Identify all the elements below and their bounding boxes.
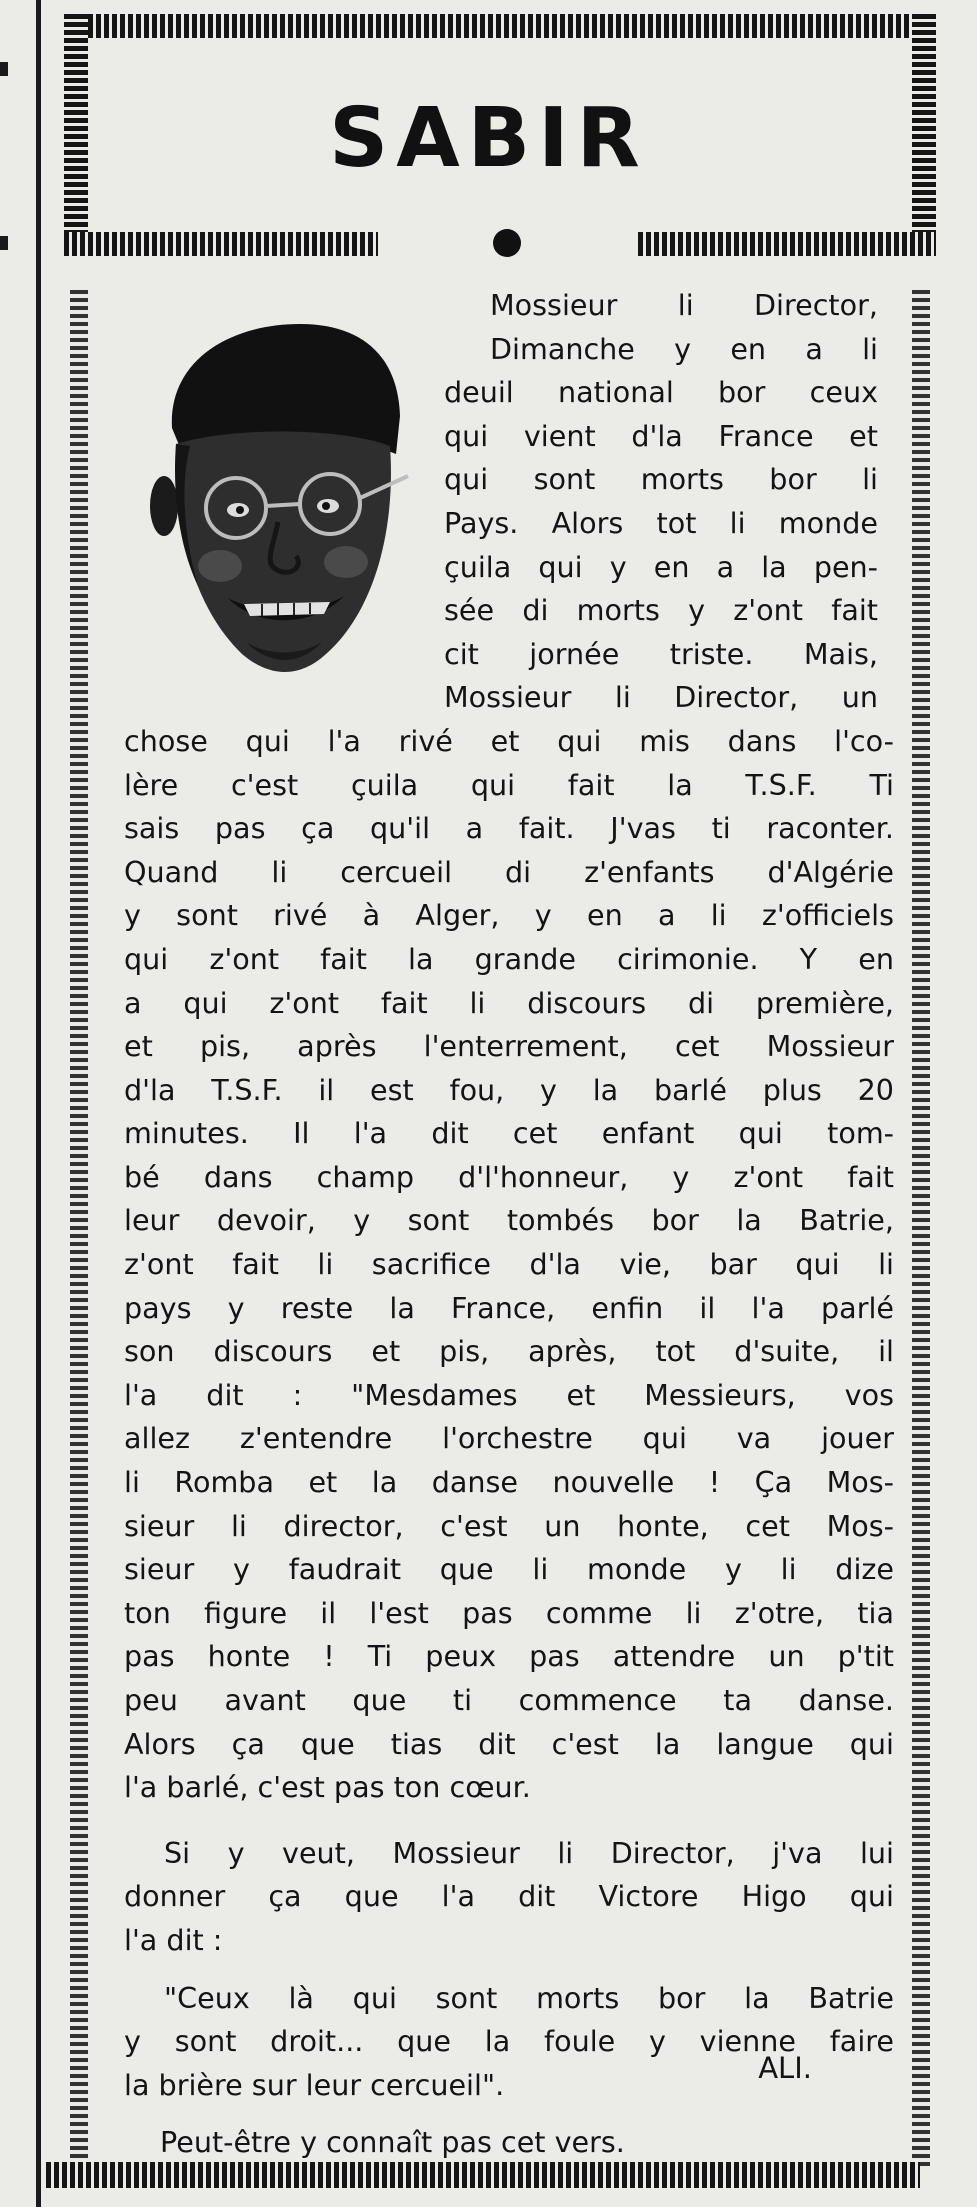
article-line: a qui z'ont fait li discours di première, — [124, 985, 894, 1020]
quote-line: la brière sur leur cercueil". — [124, 2067, 505, 2102]
article-line: Pays. Alors tot li monde — [444, 505, 878, 540]
article-line: pas honte ! Ti peux pas attendre un p'tit — [124, 1639, 894, 1674]
article-line: chose qui l'a rivé et qui mis dans l'co- — [124, 723, 894, 758]
author-signature: ALI. — [758, 2051, 812, 2085]
column-title: SABIR — [329, 91, 648, 186]
edge-mark-bottom — [0, 236, 8, 250]
article-line: cit jornée triste. Mais, — [444, 636, 878, 671]
article-line: Mossieur li Director, — [490, 288, 878, 322]
article-body — [124, 284, 898, 2165]
quote-line: "Ceux là qui sont morts bor la Batrie — [164, 1980, 894, 2015]
page-column-rule — [36, 0, 41, 2207]
article-line: qui vient d'la France et — [444, 418, 878, 453]
article-line: lère c'est çuila qui fait la T.S.F. Ti — [124, 767, 894, 802]
article-line: z'ont fait li sacrifice d'la vie, bar qui li — [124, 1247, 894, 1282]
article-line: Peut-être y connaît pas cet vers. — [160, 2125, 625, 2160]
article-line: d'la T.S.F. il est fou, y la barlé plus 20 — [124, 1072, 894, 1107]
frame-header-divider-left — [64, 232, 378, 256]
frame-top-border — [64, 14, 936, 38]
frame-header-divider-right — [638, 232, 936, 256]
article-line: sais pas ça qu'il a fait. J'vas ti raconter. — [124, 811, 894, 846]
article-line: l'a barlé, c'est pas ton cœur. — [124, 1770, 531, 1805]
article-line: qui z'ont fait la grande cirimonie. Y en — [124, 941, 894, 976]
edge-mark-top — [0, 62, 8, 76]
article-line: Mossieur li Director, un — [444, 680, 878, 715]
article-line: Quand li cercueil di z'enfants d'Algérie — [124, 854, 894, 889]
article-line: sieur y faudrait que li monde y li dize — [124, 1552, 894, 1587]
article-line: sée di morts y z'ont fait — [444, 593, 878, 628]
article-line: Alors ça que tias dit c'est la langue qui — [124, 1726, 894, 1761]
article-line: çuila qui y en a la pen- — [444, 549, 878, 584]
quote-line: y sont droit... que la foule y vienne faire — [124, 2024, 894, 2059]
article-line: pays y reste la France, enfin il l'a parlé — [124, 1290, 894, 1325]
article-line: l'a dit : "Mesdames et Messieurs, vos — [124, 1377, 894, 1412]
article-line: li Romba et la danse nouvelle ! Ça Mos- — [124, 1465, 894, 1500]
article-line: Si y veut, Mossieur li Director, j'va lui — [164, 1835, 894, 1870]
article-line: et pis, après l'enterrement, cet Mossieur — [124, 1029, 894, 1064]
article-line: peu avant que ti commence ta danse. — [124, 1683, 894, 1717]
article-line: donner ça que l'a dit Victore Higo qui — [124, 1879, 894, 1914]
title-ornament-dot — [493, 229, 521, 257]
article-line: bé dans champ d'l'honneur, y z'ont fait — [124, 1159, 894, 1194]
article-line: y sont rivé à Alger, y en a li z'officiels — [124, 898, 894, 933]
article-line: ton figure il l'est pas comme li z'otre, tia — [124, 1595, 894, 1630]
paragraph-gap — [124, 2107, 898, 2121]
article-line: leur devoir, y sont tombés bor la Batrie, — [124, 1203, 894, 1238]
article-line: qui sont morts bor li — [444, 462, 878, 497]
article-line: l'a dit : — [124, 1922, 223, 1957]
article-line: sieur li director, c'est un honte, cet Mos- — [124, 1508, 894, 1543]
article-line: son discours et pis, après, tot d'suite, il — [124, 1334, 894, 1369]
article-line: allez z'entendre l'orchestre qui va jouer — [124, 1421, 894, 1456]
frame-right-border — [912, 290, 930, 2170]
paragraph-gap — [124, 1963, 898, 1977]
article-line: minutes. Il l'a dit cet enfant qui tom- — [124, 1116, 894, 1151]
frame-bottom-border — [46, 2162, 920, 2188]
article-line: deuil national bor ceux — [444, 375, 878, 410]
frame-left-border — [70, 290, 88, 2170]
paragraph-gap — [124, 1810, 898, 1832]
article-line: Dimanche y en a li — [490, 331, 878, 366]
